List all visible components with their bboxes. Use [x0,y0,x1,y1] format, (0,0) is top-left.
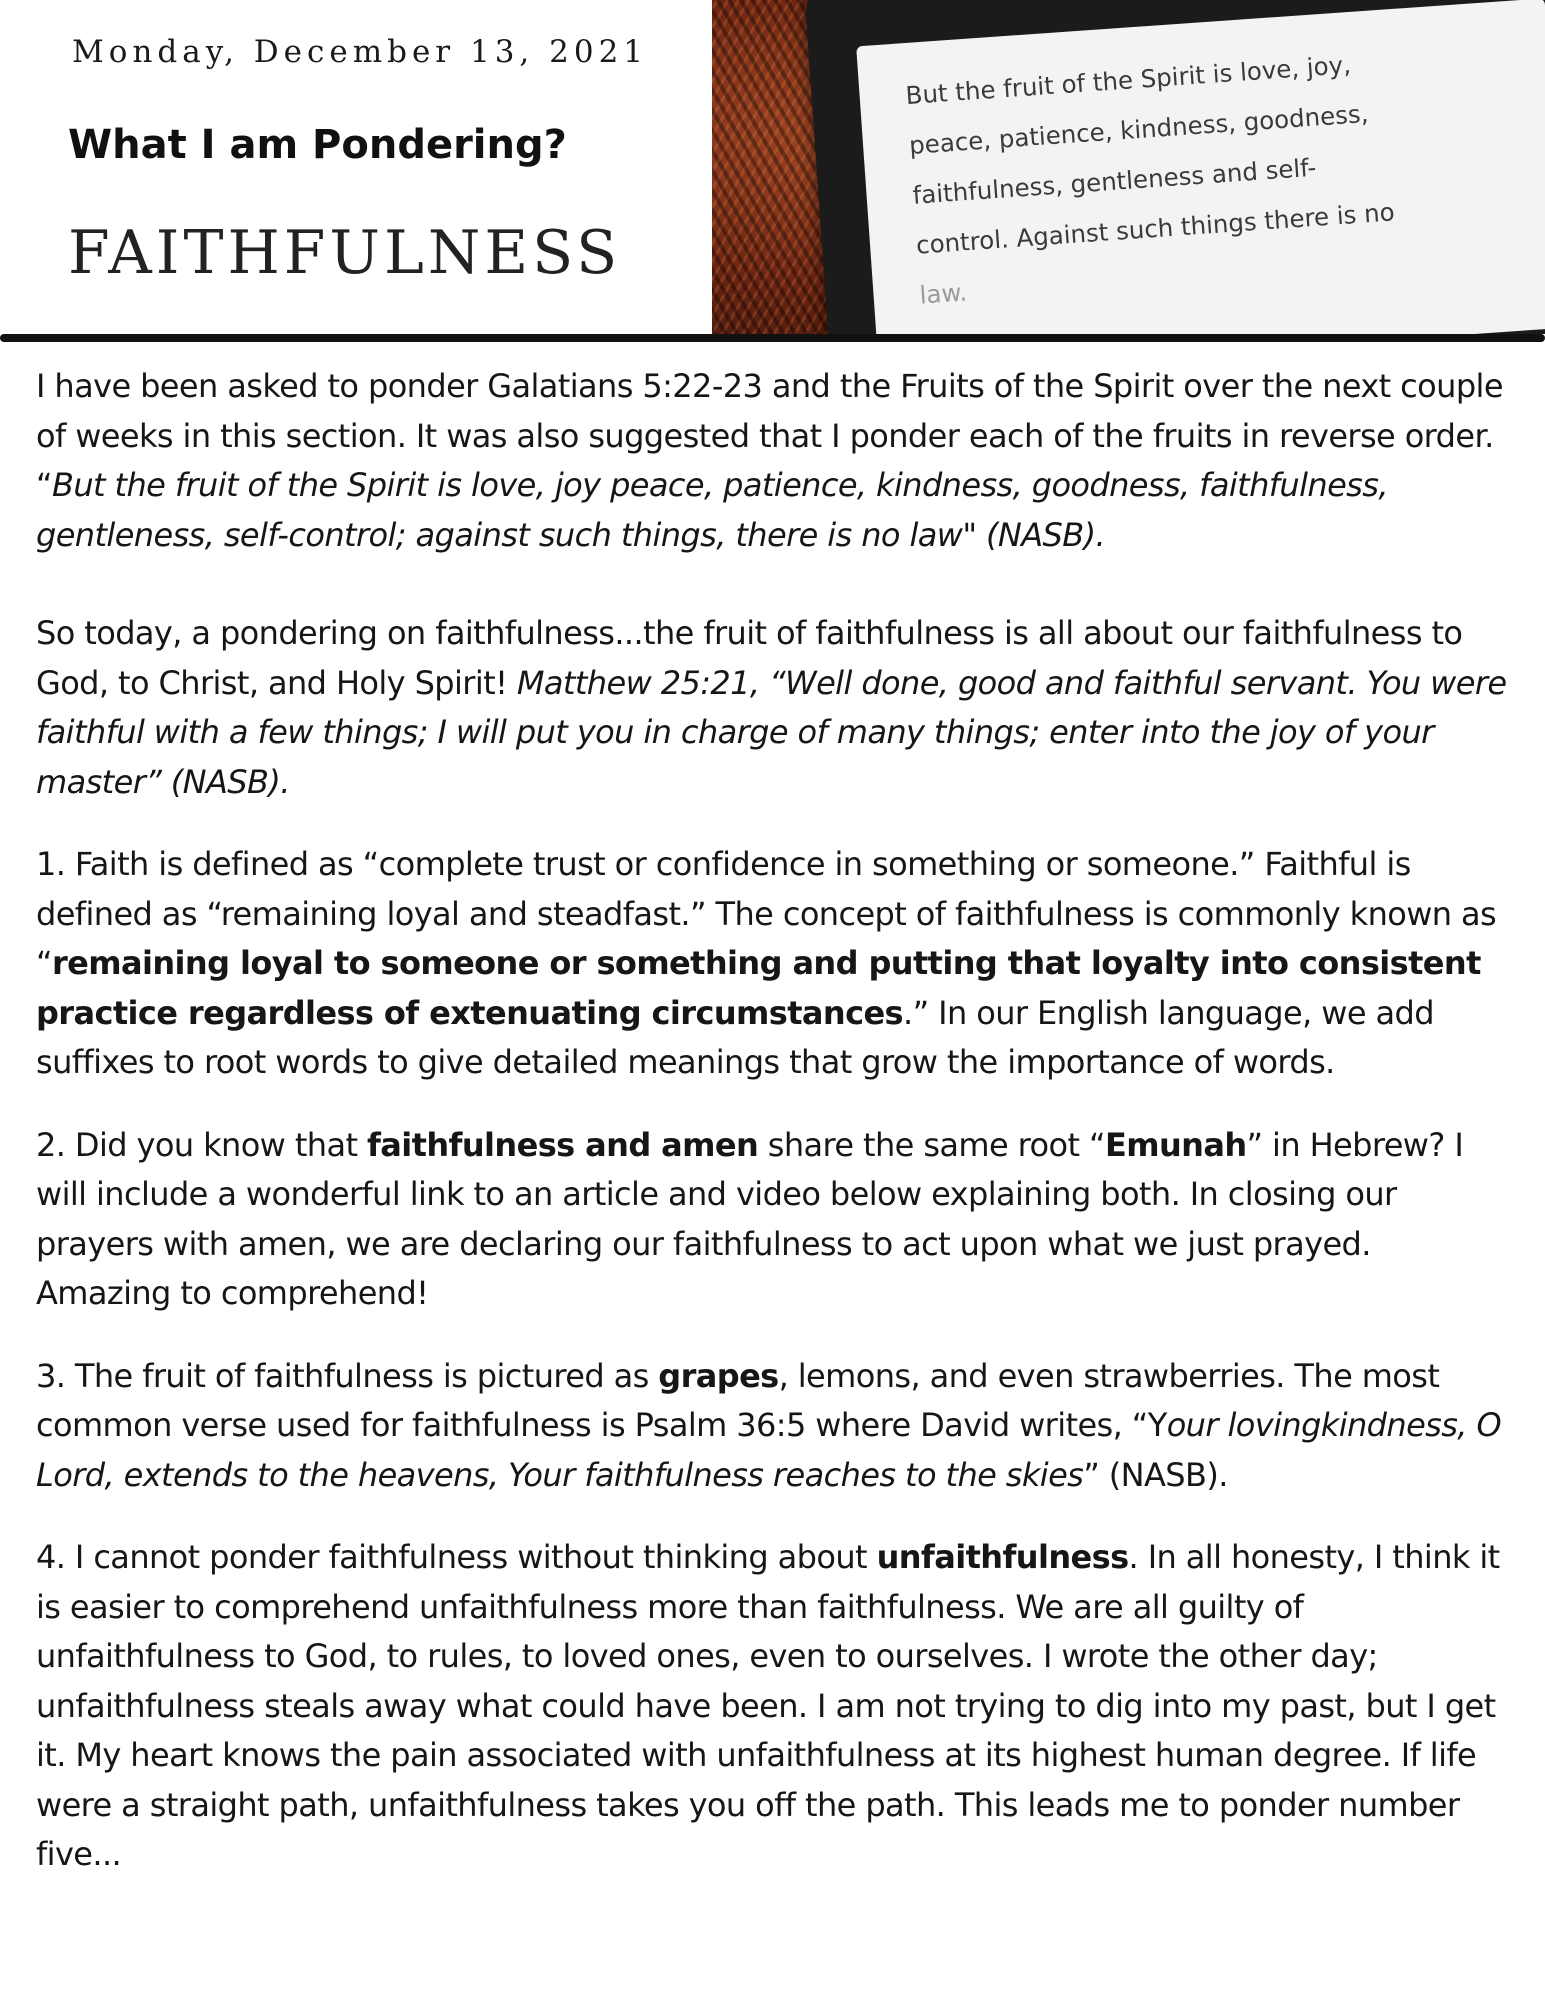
post-date: Monday, December 13, 2021 [72,34,649,70]
psalm-quote: our lovingkindness, O Lord, extends to the heavens, Your faithfulness reaches to the skies [36,1406,1502,1494]
matthew-quote: Matthew 25:21, “Well done, good and faithful servant. You were faithful with a few things; I will put you in charge of many things; enter into the joy of your master” (NASB). [36,663,1507,801]
bold-text: unfaithfulness [876,1538,1129,1576]
text-run: ” (NASB). [1083,1455,1228,1494]
text-run: . In all honesty, I think it is easier to comprehend unfaithfulness more than faithfulness. We are all guilty of unfaithfulness to God, to rules, to loved ones, even to ourselves. I wrote the other day; unfaithfulness steals away what could have been. I am not trying to dig into my past, but I get it. My heart knows the pain associated with unfaithfulness at its highest human degree. If life were a straight path, unfaithfulness takes you off the path. This leads me to ponder number five... [36,1538,1500,1873]
bold-text: remaining loyal to someone or something and putting that loyalty into consistent practice regardless of extenuating circumstances [36,944,1481,1032]
quote-text: But the fruit of the Spirit is love, joy peace, patience, kindness, goodness, faithfulness, gentleness, self-control; against such things, there is no law" (NASB). [36,466,1388,554]
bold-text: Emunah [1104,1125,1247,1164]
phone-verse-line: law. [918,277,968,310]
text-run: , lemons, and even strawberries. The most common verse used for faithfulness is Psalm 36:5 where David writes, “Y [36,1356,1440,1444]
phone-illustration [802,0,1545,334]
text-run: .” In our English language, we add suffixes to root words to give detailed meanings that grow the importance of words. [36,993,1434,1081]
paragraph-3 [36,1352,1512,1501]
text-run: 4. I cannot ponder faithfulness without thinking about [36,1538,877,1576]
intro-paragraph: I have been asked to ponder Galatians 5:22-23 and the Fruits of the Spirit over the next couple of weeks in this section. It was also suggested that I ponder each of the fruits in reverse order. [36,367,1503,455]
paragraph-2 [36,1121,1512,1319]
bold-text: grapes [658,1356,779,1395]
phone-verse-line: control. Against such things there is no [915,197,1396,260]
phone-verse-line: But the fruit of the Spirit is love, joy, [904,50,1352,111]
page-header [0,0,1545,340]
bold-text: faithfulness and amen [366,1125,759,1164]
phone-verse-line: faithfulness, gentleness and self- [911,152,1318,210]
text-run: 2. Did you know that [36,1125,367,1164]
paragraph-1 [36,840,1512,1088]
page-title: FAITHFULNESS [68,218,622,288]
phone-verse-text [904,35,1440,321]
phone-screen [856,0,1545,334]
text-run: 1. Faith is defined as “complete trust or confidence in something or someone.” Faithful is defined as “remaining loyal and steadfast.” The concept of faithfulness is commonly known as “ [36,845,1497,982]
text-run: ” in Hebrew? I will include a wonderful link to an article and video below explaining both. In closing our prayers with amen, we are declaring our faithfulness to act upon what we just prayed. Amazing to comprehend! [36,1125,1464,1312]
phone-verse-line: peace, patience, kindness, goodness, [908,98,1370,160]
text-run: share the same root “ [758,1125,1105,1164]
article-body [36,362,1512,1913]
quote-open: “ [36,466,52,504]
text-run: So today, a pondering on faithfulness...the fruit of faithfulness is all about our faithfulness to God, to Christ, and Holy Spirit! [36,614,1463,702]
header-photo [712,0,1545,334]
section-kicker: What I am Pondering? [68,122,567,168]
header-divider [0,334,1545,342]
text-run: 3. The fruit of faithfulness is pictured as [36,1356,659,1395]
paragraph-today [36,609,1512,807]
paragraph-4 [36,1533,1512,1880]
galatians-quote [36,461,1512,560]
